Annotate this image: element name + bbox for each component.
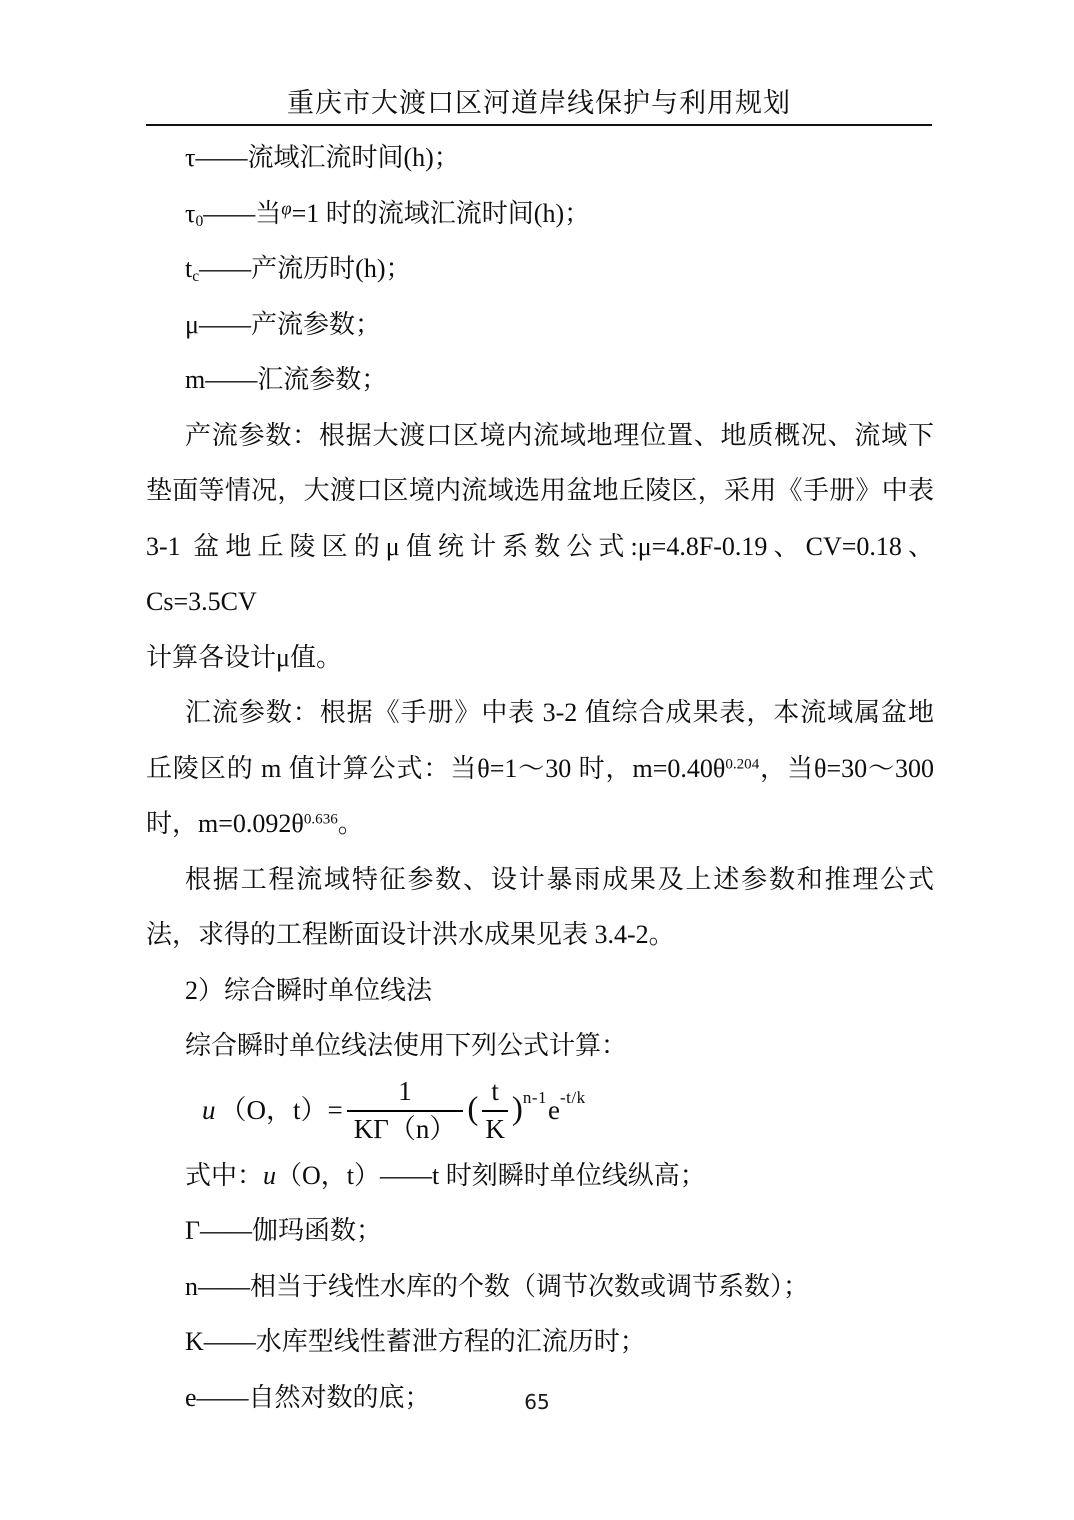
formula-fraction-tk xyxy=(482,1074,508,1146)
text-line: $t_c——$产流历时(h)； xyxy=(185,254,412,285)
text-line: 式中：u（O，t）——t 时刻瞬时单位线纵高； xyxy=(185,1160,706,1190)
page-title: 重庆市大渡口区河道岸线保护与利用规划 xyxy=(287,88,791,118)
text-line: 垫面等情况，大渡口区境内流域选用盆地丘陵区，采用《手册》中表 xyxy=(146,476,934,505)
text-line: 根据工程流域特征参数、设计暴雨成果及上述参数和推理公式 xyxy=(185,864,934,894)
formula-instantaneous-unit-hydrograph: u （O，t）= $\frac{1}{K\Gamma(n)}$ ( $\frac{t}{K}$ ) n-1 e -t/k xyxy=(146,1074,934,1148)
text-line: 时，$m=0.092\theta^{0.636}$。 xyxy=(146,809,364,838)
text-line: m——汇流参数； xyxy=(185,365,388,394)
text-line: 2）综合瞬时单位线法 xyxy=(185,975,433,1005)
formula-fraction-main xyxy=(347,1074,464,1146)
text-line: n——相当于线性水库的个数（调节次数或调节系数）； xyxy=(185,1271,810,1301)
page-number: 65 xyxy=(524,1390,550,1414)
text-line: $\tau_0——$当$^\varphi$=1 时的流域汇流时间(h)； xyxy=(185,198,591,230)
text-block-after-formula xyxy=(146,1148,934,1426)
formula-numerator: 1 xyxy=(398,1076,412,1107)
formula-inner-denominator: K xyxy=(482,1110,508,1147)
text-line: K——水库型线性蓄泄方程的汇流历时； xyxy=(185,1327,646,1356)
text-line: e——自然对数的底； xyxy=(185,1382,431,1412)
text-line: 丘陵区的 m 值计算公式：当θ=1～30 时，$m=0.40\theta^{0.204}$，当θ=30～300 xyxy=(146,753,934,783)
page-content xyxy=(146,126,934,1425)
text-block-before-formula xyxy=(146,130,934,1074)
formula-euler: e xyxy=(548,1095,560,1125)
text-line: μ——产流参数； xyxy=(185,309,381,339)
text-line: 3-1 盆地丘陵区的μ值统计系数公式:μ=4.8F-0.19、CV=0.18、Cs=3.5CV xyxy=(146,531,934,616)
text-line: 汇流参数：根据《手册》中表 3-2 值综合成果表，本流域属盆地 xyxy=(185,698,934,727)
text-line: Γ——伽玛函数； xyxy=(185,1216,383,1245)
page-header xyxy=(146,0,932,126)
text-line: 综合瞬时单位线法使用下列公式计算： xyxy=(185,1031,628,1060)
text-line: 法，求得的工程断面设计洪水成果见表 3.4-2。 xyxy=(146,920,675,949)
formula-inner-numerator: t xyxy=(491,1076,499,1107)
formula-u: u xyxy=(202,1095,216,1125)
text-line: 计算各设计μ值。 xyxy=(146,642,342,672)
formula-close-paren: ) xyxy=(511,1091,523,1127)
formula-args: （O，t）= xyxy=(219,1095,343,1125)
formula-denominator: KΓ（n） xyxy=(347,1110,464,1147)
formula-open-paren: ( xyxy=(467,1091,479,1127)
text-line: 产流参数：根据大渡口区境内流域地理位置、地质概况、流域下 xyxy=(185,420,934,450)
text-line: τ——流域汇流时间(h)； xyxy=(185,143,460,172)
